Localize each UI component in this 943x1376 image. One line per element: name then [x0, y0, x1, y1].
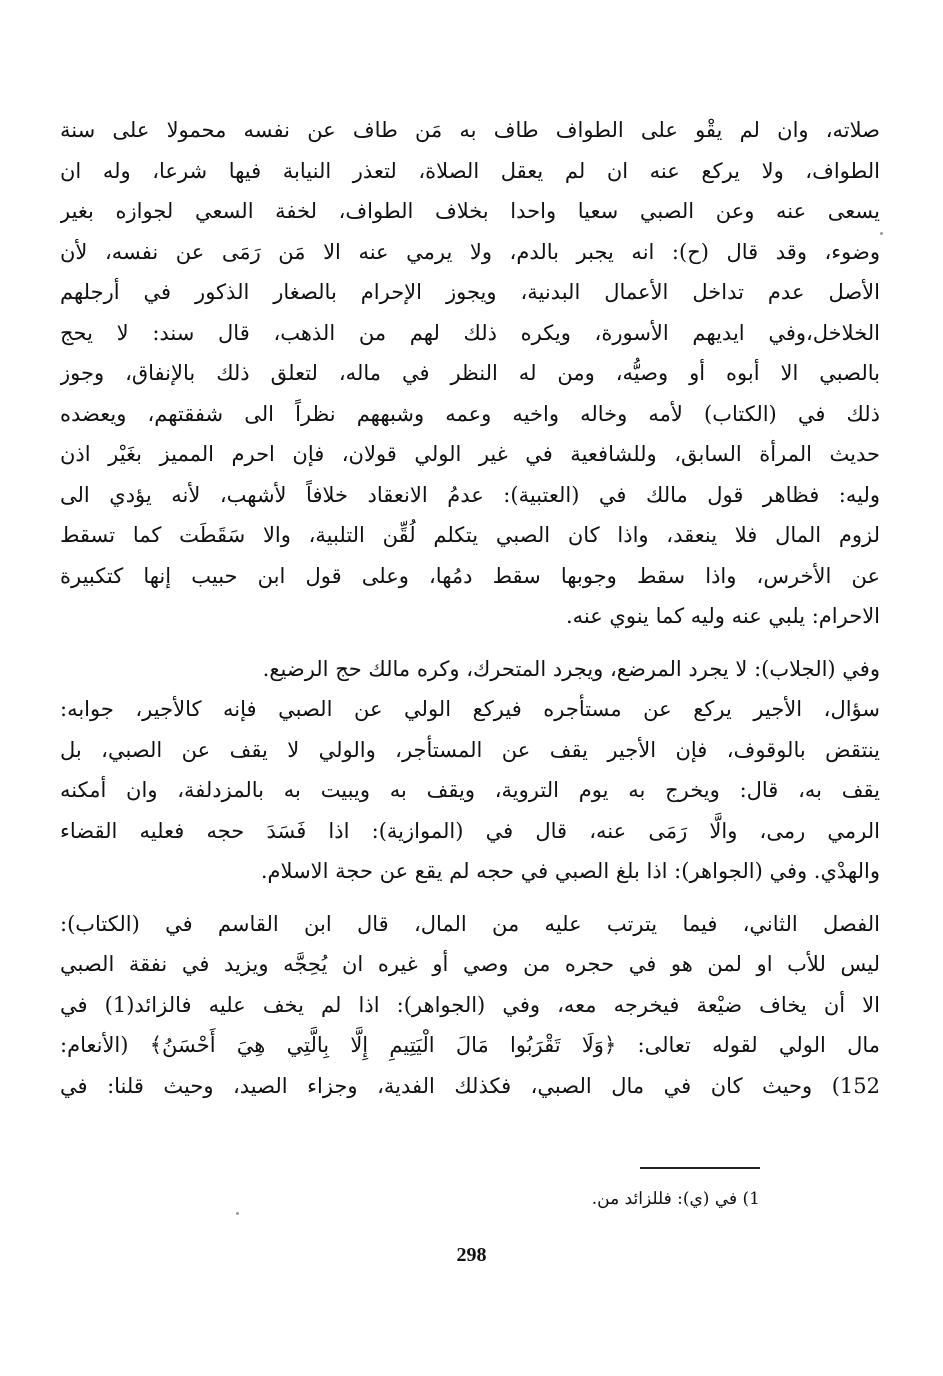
text-line: الأصل عدم تداخل الأعمال البدنية، ويجوز الإحرام بالصغار الذكور في أرجلهم	[60, 280, 880, 304]
text-line: وليه: فظاهر قول مالك في (العتبية): عدمُ الانعقاد خلافاً لأشهب، لأنه يؤدي الى	[60, 482, 880, 507]
footnote: 1) في (ي): فللزائد من.	[591, 1189, 760, 1209]
text-line: حديث المرأة السابق، وللشافعية في غير الولي قولان، فإن احرم المميز بغَيْر اذن	[60, 442, 880, 466]
page-body	[60, 110, 880, 1106]
text-line: يقف به، قال: ويخرج به يوم التروية، ويقف به ويبيت به بالمزدلفة، وان أمكنه	[60, 778, 880, 802]
paragraph-2	[60, 649, 880, 892]
text-line: والهدْي. وفي (الجواهر): اذا بلغ الصبي في حجه لم يقع عن حجة الاسلام.	[260, 859, 880, 883]
scan-speck	[880, 232, 883, 235]
page-number: 298	[456, 1244, 487, 1266]
text-line: الخلاخل،وفي ايديهم الأسورة، ويكره ذلك لهم من الذهب، قال سند: لا يحج	[60, 320, 880, 345]
text-line: صلاته، وان لم يقْو على الطواف طاف به مَن طاف عن نفسه محمولا على سنة	[60, 118, 880, 142]
text-line: ليس للأب او لمن هو في حجره من وصي أو غيره ان يُحِجَّه ويزيد في نفقة الصبي	[60, 952, 880, 976]
footnote-separator	[640, 1167, 760, 1169]
text-line: يسعى عنه وعن الصبي سعيا واحدا بخلاف الطواف، لخفة السعي لجوازه بغير	[60, 199, 880, 223]
text-line: عن الأخرس، واذا سقط وجوبها سقط دمُها، وعلى قول ابن حبيب إنها كتكبيرة	[60, 563, 880, 588]
text-line: الاحرام: يلبي عنه وليه كما ينوي عنه.	[565, 604, 880, 628]
text-line: بالصبي الا أبوه أو وصيُّه، ومن له النظر في ماله، لتعلق ذلك بالإنفاق، وجوز	[60, 361, 880, 385]
text-line: سؤال، الأجير يركع عن مستأجره فيركع الولي عن الصبي فإنه كالأجير، جوابه:	[60, 697, 880, 721]
text-line: الفصل الثاني، فيما يترتب عليه من المال، قال ابن القاسم في (الكتاب):	[60, 911, 880, 936]
text-line: ذلك في (الكتاب) لأمه وخاله واخيه وعمه وشبههم نظراً الى شفقتهم، ويعضده	[60, 401, 880, 426]
paragraph-3	[60, 904, 880, 1107]
scan-speck	[236, 1212, 239, 1215]
text-line: الرمي رمى، والَّا رَمَى عنه، قال في (الموازية): اذا فَسَدَ حجه فعليه القضاء	[60, 818, 880, 843]
text-line: وضوء، وقد قال (ح): انه يجبر بالدم، ولا يرمي عنه الا مَن رَمَى عن نفسه، لأن	[60, 239, 880, 264]
text-line: الا أن يخاف ضيْعة فيخرجه معه، وفي (الجواهر): اذا لم يخف عليه فالزائد(1) في	[60, 992, 880, 1017]
text-line: لزوم المال فلا ينعقد، واذا كان الصبي يتكلم لُقِّن التلبية، والا سَقَطَت كما تسقط	[60, 523, 880, 547]
paragraph-1	[60, 110, 880, 637]
text-line: الطواف، ولا يركع عنه ان لم يعقل الصلاة، لتعذر النيابة فيها شرعا، وله ان	[60, 158, 880, 183]
text-line: وفي (الجلاب): لا يجرد المرضع، ويجرد المتحرك، وكره مالك حج الرضيع.	[262, 656, 880, 681]
paragraph-gap	[60, 892, 880, 904]
text-line: ينتقض بالوقوف، فإن الأجير يقف عن المستأجر، والولي لا يقف عن الصبي، بل	[60, 737, 880, 762]
paragraph-gap	[60, 637, 880, 649]
text-line: 152) وحيث كان في مال الصبي، فكذلك الفدية، وجزاء الصيد، وحيث قلنا: في	[60, 1073, 880, 1098]
text-line: مال الولي لقوله تعالى: ﴿وَلَا تَقْرَبُوا مَالَ الْيَتِيمِ إِلَّا بِالَّتِي هِيَ أَحْسَنُ﴾ (الأنعام:	[60, 1033, 880, 1057]
